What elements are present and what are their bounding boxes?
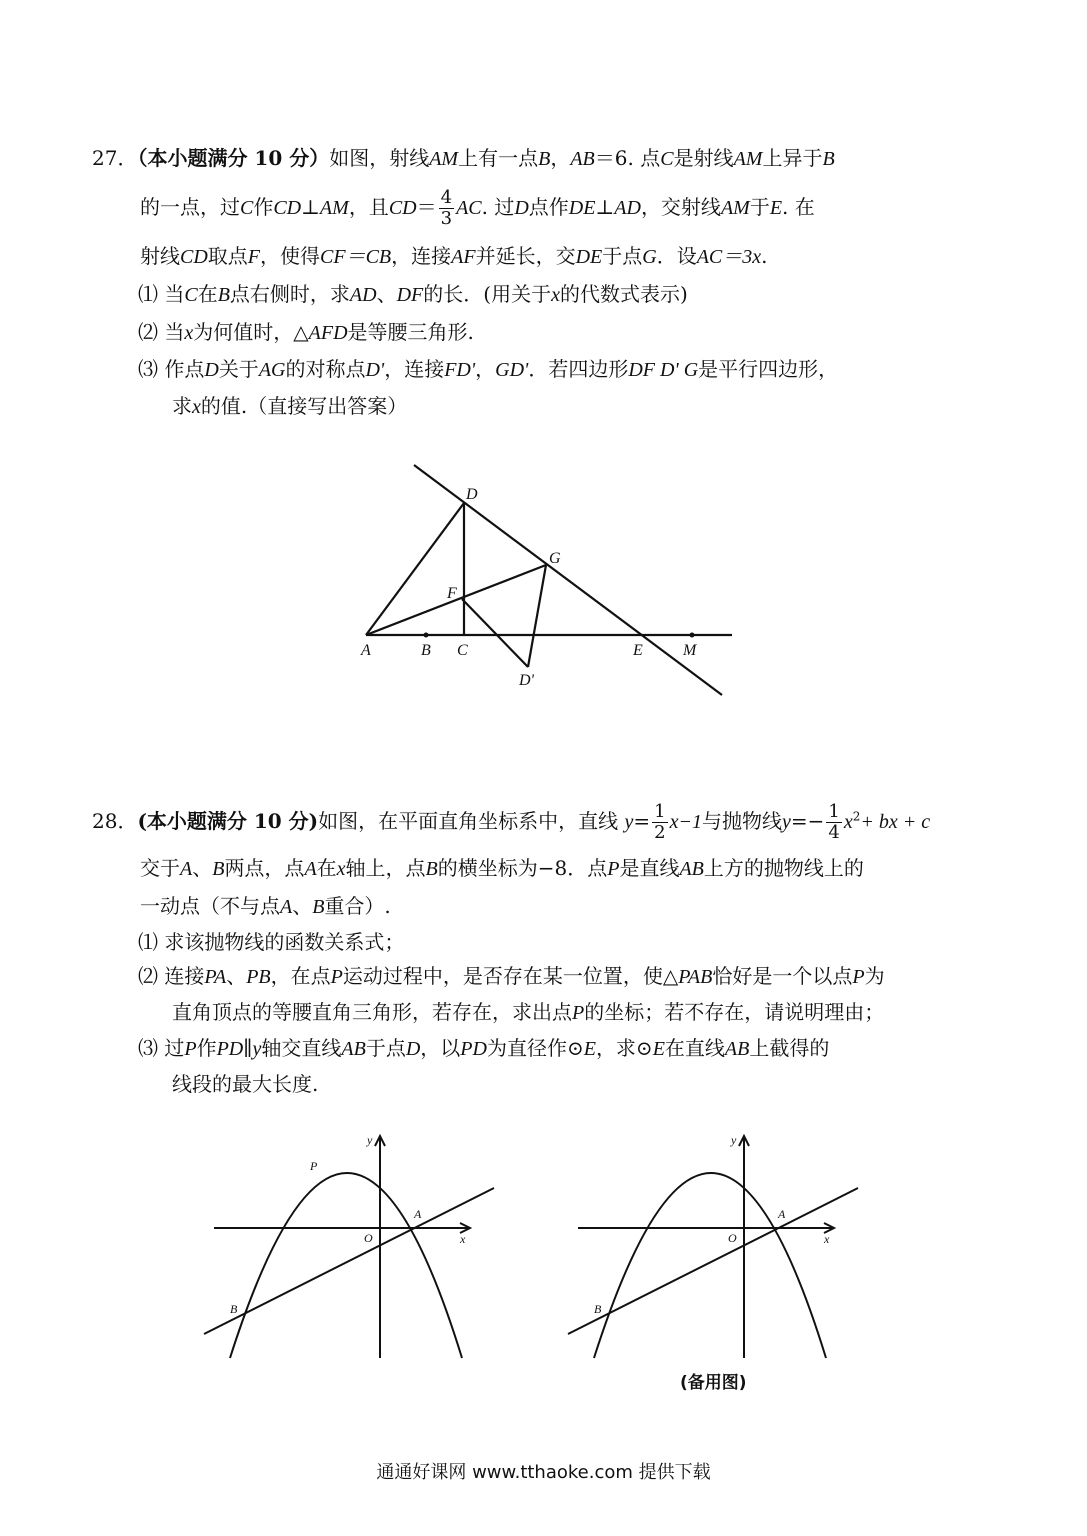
label-G: G	[549, 550, 561, 567]
q27-line3: 射线CD取点F，使得CF＝CB，连接AF并延长，交DE于点G．设AC＝3x.	[140, 244, 768, 268]
label-B: B	[421, 642, 431, 659]
label-x: x	[460, 1232, 466, 1246]
label-P: P	[310, 1159, 318, 1173]
q28-figure-backup	[564, 1128, 874, 1368]
label-F: F	[447, 585, 457, 602]
label-O: O	[364, 1231, 373, 1245]
q27-sub1: ⑴ 当C在B点右侧时，求AD、DF的长．(用关于x的代数式表示)	[138, 282, 688, 306]
label-x: x	[824, 1232, 830, 1246]
segment-GDp	[528, 565, 546, 667]
line-AB	[204, 1188, 494, 1334]
line-DE	[414, 465, 722, 695]
line-AB	[568, 1188, 858, 1334]
label-y: y	[731, 1133, 737, 1147]
backup-figure-caption: (备用图)	[680, 1373, 747, 1393]
segment-FDp	[462, 599, 528, 667]
q27-geometry-figure	[350, 455, 750, 715]
q28-score: (本小题满分 10 分)	[137, 809, 319, 833]
label-A: A	[414, 1207, 422, 1221]
q28-sub1: ⑴ 求该抛物线的函数关系式；	[138, 930, 405, 954]
fraction-1-2: $\frac{1}{2}$	[654, 801, 666, 843]
q27-line1: 27．（本小题满分 10 分）如图，射线AM上有一点B，AB＝6. 点C是射线AM上异于B	[92, 146, 835, 170]
q28-line3: 一动点（不与点A、B重合）.	[140, 894, 391, 918]
q28-sub2-cont: 直角顶点的等腰直角三角形，若存在，求出点P的坐标；若不存在，请说明理由；	[172, 1000, 885, 1024]
fraction-1-4: $\frac{1}{4}$	[828, 801, 840, 843]
q28-sub3-cont: 线段的最大长度.	[172, 1072, 319, 1096]
label-y: y	[367, 1133, 373, 1147]
q28-line1: 28．(本小题满分 10 分)如图，在平面直角坐标系中，直线 y= $\frac{1}{2}$ x−1与抛物线y=− $\frac{1}{4}$ $x^2+$ bx + c	[92, 801, 931, 843]
q27-sub3-cont: 求x的值.（直接写出答案）	[172, 394, 408, 418]
q28-sub3: ⑶ 过P作PD∥y轴交直线AB于点D，以PD为直径作⊙E，求⊙E在直线AB上截得的	[138, 1036, 830, 1060]
label-B: B	[230, 1302, 238, 1316]
q28-figure-main	[200, 1128, 510, 1368]
point-M	[690, 633, 695, 638]
label-A: A	[778, 1207, 786, 1221]
label-Dp: D'	[519, 672, 534, 689]
q27-sub2: ⑵ 当x为何值时，△AFD是等腰三角形.	[138, 320, 474, 344]
label-A: A	[361, 642, 371, 659]
q28-line2: 交于A、B两点，点A在x轴上，点B的横坐标为−8．点P是直线AB上方的抛物线上的	[140, 856, 864, 880]
point-B	[424, 633, 429, 638]
label-C: C	[457, 642, 468, 659]
label-B: B	[594, 1302, 602, 1316]
q27-sub3: ⑶ 作点D关于AG的对称点D'，连接FD'，GD'．若四边形DF D' G是平行四边形，	[138, 357, 839, 381]
fraction-4-3: $\frac{4}{3}$	[440, 187, 453, 229]
label-D: D	[466, 486, 478, 503]
label-O: O	[728, 1231, 737, 1245]
label-E: E	[633, 642, 643, 659]
parabola	[594, 1173, 826, 1358]
q27-score: （本小题满分 10 分）	[137, 146, 330, 170]
parabola	[230, 1173, 462, 1358]
footer-source: 通通好课网 www.tthaoke.com 提供下载	[376, 1462, 711, 1483]
label-M: M	[683, 642, 697, 659]
q27-line2: 的一点，过C作CD⊥AM，且CD＝ $\frac{4}{3}$ AC. 过D点作DE⊥AD，交射线AM于E. 在	[140, 187, 815, 229]
q28-sub2: ⑵ 连接PA、PB，在点P运动过程中，是否存在某一位置，使△PAB恰好是一个以点P为	[138, 964, 885, 988]
